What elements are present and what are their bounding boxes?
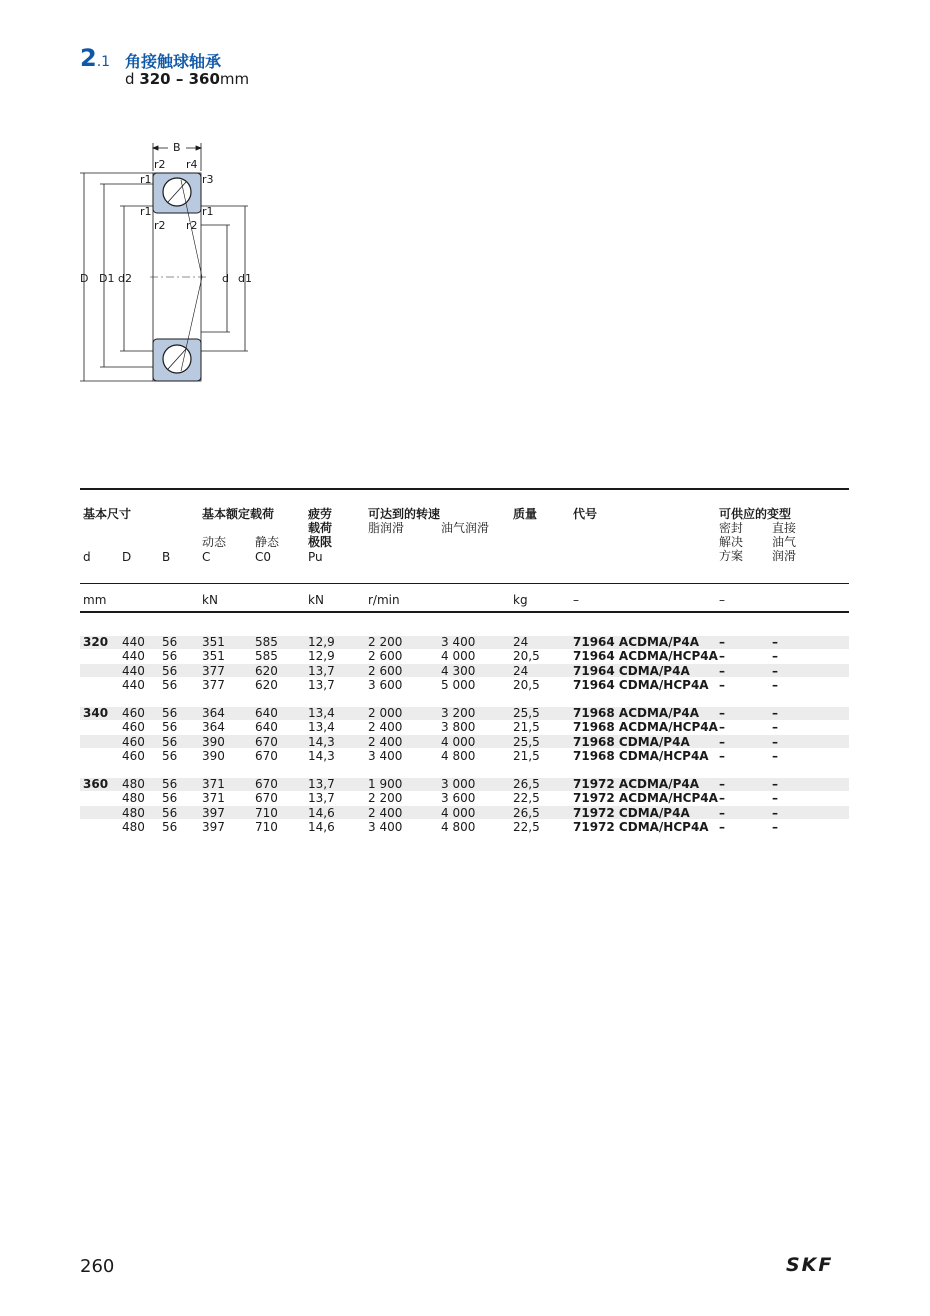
table-cell-d: 460 (122, 720, 145, 735)
table-cell-c: 364 (202, 706, 225, 720)
table-cell-oil: 3 400 (441, 635, 476, 649)
label-r1-outer: r1 (140, 173, 152, 186)
table-cell-seal: – (719, 720, 725, 735)
table-cell-oil: 5 000 (441, 677, 476, 692)
unit-kg: kg (513, 593, 528, 607)
table-cell-direct: – (772, 706, 778, 720)
table-cell-code: 71972 CDMA/P4A (573, 805, 690, 820)
section-number: 2.1 (80, 44, 111, 72)
table-cell-grease: 2 600 (368, 663, 403, 678)
table-cell-d: 480 (122, 791, 145, 806)
label-D1: D1 (99, 272, 115, 285)
table-cell-grease: 1 900 (368, 777, 403, 791)
table-cell-seal: – (719, 706, 725, 720)
table-cell-direct: – (772, 805, 778, 820)
label-d2: d2 (118, 272, 132, 285)
label-r1-inner-left: r1 (140, 205, 152, 218)
table-cell-d: 460 (122, 734, 145, 749)
table-cell-mass: 25,5 (513, 706, 540, 720)
table-cell-oil: 4 000 (441, 805, 476, 820)
table-cell-mass: 22,5 (513, 819, 540, 834)
label-r2-bottom-left: r2 (154, 219, 166, 232)
table-cell-c0: 670 (255, 777, 278, 791)
table-cell-b: 56 (162, 734, 178, 749)
table-cell-c: 397 (202, 819, 225, 834)
hdr-oil-air: 油气润滑 (441, 521, 490, 535)
label-r4: r4 (186, 158, 198, 171)
table-cell-d: 480 (122, 819, 145, 834)
table-cell-seal: – (719, 663, 725, 678)
unit-dash-designation: – (573, 593, 579, 607)
table-cell-code: 71964 ACDMA/P4A (573, 635, 700, 649)
table-cell-code: 71968 ACDMA/P4A (573, 706, 700, 720)
table-cell-mass: 24 (513, 663, 529, 678)
table-cell-b: 56 (162, 649, 178, 664)
table-cell-c0: 620 (255, 663, 278, 678)
table-cell-c: 371 (202, 777, 225, 791)
hdr-direct-3: 润滑 (772, 549, 797, 563)
table-cell-c: 371 (202, 791, 225, 806)
group-d-value: 320 (83, 635, 109, 649)
hdr-grease: 脂润滑 (368, 521, 405, 535)
table-cell-pu: 14,3 (308, 734, 335, 749)
table-cell-mass: 22,5 (513, 791, 540, 806)
table-cell-d: 440 (122, 663, 145, 678)
table-cell-d: 480 (122, 777, 145, 791)
table-cell-c: 390 (202, 734, 225, 749)
label-D: D (80, 272, 89, 285)
section-title: 角接触球轴承 (125, 52, 222, 71)
table-cell-direct: – (772, 734, 778, 749)
table-cell-pu: 12,9 (308, 635, 335, 649)
subtitle-unit: mm (219, 70, 250, 88)
bearing-drawing (70, 135, 270, 390)
table-cell-pu: 13,7 (308, 677, 335, 692)
table-cell-b: 56 (162, 748, 178, 763)
subtitle-prefix: d (125, 70, 135, 88)
table-cell-b: 56 (162, 819, 178, 834)
table-cell-b: 56 (162, 706, 178, 720)
table-cell-code: 71968 CDMA/P4A (573, 734, 690, 749)
table-cell-c0: 670 (255, 748, 278, 763)
table-cell-grease: 2 400 (368, 720, 403, 735)
hdr-C: C (202, 550, 211, 564)
hdr-d: d (83, 550, 91, 564)
table-cell-c0: 670 (255, 734, 278, 749)
table-cell-c0: 670 (255, 791, 278, 806)
table-cell-pu: 13,7 (308, 663, 335, 678)
table-cell-c0: 710 (255, 805, 278, 820)
table-cell-code: 71972 ACDMA/HCP4A (573, 791, 718, 806)
table-cell-pu: 13,7 (308, 791, 335, 806)
label-d: d (222, 272, 229, 285)
table-cell-pu: 13,4 (308, 720, 335, 735)
label-r1-inner-right: r1 (202, 205, 214, 218)
table-cell-direct: – (772, 748, 778, 763)
table-cell-seal: – (719, 649, 725, 664)
table-cell-d: 440 (122, 677, 145, 692)
table-cell-code: 71972 CDMA/HCP4A (573, 819, 709, 834)
table-cell-mass: 20,5 (513, 677, 540, 692)
table-cell-seal: – (719, 777, 725, 791)
group-d-value: 360 (83, 777, 109, 791)
hdr-designation: 代号 (573, 507, 598, 521)
table-cell-c0: 620 (255, 677, 278, 692)
table-cell-c: 364 (202, 720, 225, 735)
table-cell-c: 397 (202, 805, 225, 820)
table-cell-direct: – (772, 663, 778, 678)
page-number: 260 (80, 1256, 115, 1277)
table-cell-direct: – (772, 635, 778, 649)
table-cell-direct: – (772, 720, 778, 735)
section-subtitle (125, 70, 249, 88)
table-cell-c0: 585 (255, 635, 278, 649)
hdr-C0: C0 (255, 550, 272, 564)
table-cell-code: 71964 ACDMA/HCP4A (573, 649, 718, 664)
table-cell-grease: 2 400 (368, 805, 403, 820)
table-cell-grease: 2 600 (368, 649, 403, 664)
unit-mm: mm (83, 593, 107, 607)
unit-rmin: r/min (368, 593, 400, 607)
table-cell-mass: 26,5 (513, 805, 540, 820)
table-cell-oil: 4 000 (441, 734, 476, 749)
table-cell-grease: 3 600 (368, 677, 403, 692)
table-cell-d: 460 (122, 706, 145, 720)
table-cell-direct: – (772, 649, 778, 664)
table-cell-b: 56 (162, 777, 178, 791)
table-cell-seal: – (719, 677, 725, 692)
table-cell-oil: 4 800 (441, 748, 476, 763)
hdr-load-group: 基本额定载荷 (202, 507, 275, 521)
hdr-dynamic: 动态 (202, 535, 227, 549)
group-d-value: 340 (83, 706, 109, 720)
table-cell-c0: 710 (255, 819, 278, 834)
table-cell-seal: – (719, 805, 725, 820)
table-cell-d: 440 (122, 635, 145, 649)
unit-kN-load: kN (202, 593, 218, 607)
table-cell-b: 56 (162, 635, 178, 649)
table-cell-direct: – (772, 791, 778, 806)
table-cell-code: 71968 CDMA/HCP4A (573, 748, 709, 763)
header-rule (80, 583, 849, 584)
table-cell-pu: 12,9 (308, 649, 335, 664)
table-cell-d: 440 (122, 649, 145, 664)
table-cell-seal: – (719, 734, 725, 749)
table-cell-d: 460 (122, 748, 145, 763)
table-cell-seal: – (719, 791, 725, 806)
hdr-seal-3: 方案 (719, 549, 744, 563)
table-cell-grease: 3 400 (368, 819, 403, 834)
label-d1: d1 (238, 272, 252, 285)
table-cell-grease: 3 400 (368, 748, 403, 763)
table-cell-mass: 24 (513, 635, 529, 649)
hdr-fatigue-3: 极限 (308, 535, 333, 549)
table-cell-c: 377 (202, 677, 225, 692)
table-cell-direct: – (772, 819, 778, 834)
unit-kN-fatigue: kN (308, 593, 324, 607)
table-cell-c: 390 (202, 748, 225, 763)
table-cell-c0: 585 (255, 649, 278, 664)
table-cell-mass: 26,5 (513, 777, 540, 791)
table-cell-direct: – (772, 777, 778, 791)
table-cell-b: 56 (162, 720, 178, 735)
table-cell-oil: 3 200 (441, 706, 476, 720)
table-cell-oil: 3 800 (441, 720, 476, 735)
hdr-mass: 质量 (513, 507, 538, 521)
label-r3: r3 (202, 173, 214, 186)
table-cell-pu: 14,3 (308, 748, 335, 763)
units-rule (80, 611, 849, 613)
hdr-Pu: Pu (308, 550, 323, 564)
table-cell-oil: 3 600 (441, 791, 476, 806)
table-cell-code: 71968 ACDMA/HCP4A (573, 720, 718, 735)
table-cell-mass: 21,5 (513, 748, 540, 763)
table-cell-pu: 14,6 (308, 819, 335, 834)
table-cell-grease: 2 200 (368, 791, 403, 806)
table-cell-c0: 640 (255, 720, 278, 735)
hdr-seal-1: 密封 (719, 521, 744, 535)
hdr-dims-group: 基本尺寸 (83, 507, 132, 521)
label-r2-top: r2 (154, 158, 166, 171)
table-cell-b: 56 (162, 677, 178, 692)
unit-dash-variants: – (719, 593, 725, 607)
table-cell-code: 71972 ACDMA/P4A (573, 777, 700, 791)
table-cell-c: 377 (202, 663, 225, 678)
table-cell-b: 56 (162, 791, 178, 806)
table-cell-code: 71964 CDMA/HCP4A (573, 677, 709, 692)
hdr-speed-group: 可达到的转速 (368, 507, 441, 521)
table-top-rule (80, 488, 849, 490)
table-cell-grease: 2 400 (368, 734, 403, 749)
hdr-static: 静态 (255, 535, 280, 549)
table-cell-mass: 20,5 (513, 649, 540, 664)
hdr-D: D (122, 550, 132, 564)
table-cell-oil: 3 000 (441, 777, 476, 791)
hdr-B: B (162, 550, 171, 564)
table-cell-oil: 4 000 (441, 649, 476, 664)
skf-logo: SKF (786, 1254, 834, 1276)
table-cell-mass: 25,5 (513, 734, 540, 749)
table-cell-c0: 640 (255, 706, 278, 720)
table-cell-c: 351 (202, 649, 225, 664)
subtitle-range: 320 – 360 (139, 70, 220, 88)
table-cell-oil: 4 800 (441, 819, 476, 834)
table-cell-pu: 13,7 (308, 777, 335, 791)
table-cell-oil: 4 300 (441, 663, 476, 678)
table-cell-b: 56 (162, 805, 178, 820)
table-cell-c: 351 (202, 635, 225, 649)
label-r2-bottom-right: r2 (186, 219, 198, 232)
hdr-seal-2: 解决 (719, 535, 744, 549)
table-cell-seal: – (719, 748, 725, 763)
table-cell-seal: – (719, 635, 725, 649)
hdr-fatigue-2: 载荷 (308, 521, 333, 535)
table-cell-pu: 13,4 (308, 706, 335, 720)
table-cell-mass: 21,5 (513, 720, 540, 735)
hdr-direct-2: 油气 (772, 535, 797, 549)
table-cell-code: 71964 CDMA/P4A (573, 663, 690, 678)
hdr-variants-group: 可供应的变型 (719, 507, 792, 521)
hdr-fatigue-1: 疲劳 (308, 507, 333, 521)
table-cell-b: 56 (162, 663, 178, 678)
table-cell-direct: – (772, 677, 778, 692)
hdr-direct-1: 直接 (772, 521, 797, 535)
label-B: B (173, 141, 181, 154)
table-cell-d: 480 (122, 805, 145, 820)
table-cell-seal: – (719, 819, 725, 834)
table-cell-grease: 2 200 (368, 635, 403, 649)
table-cell-pu: 14,6 (308, 805, 335, 820)
table-cell-grease: 2 000 (368, 706, 403, 720)
